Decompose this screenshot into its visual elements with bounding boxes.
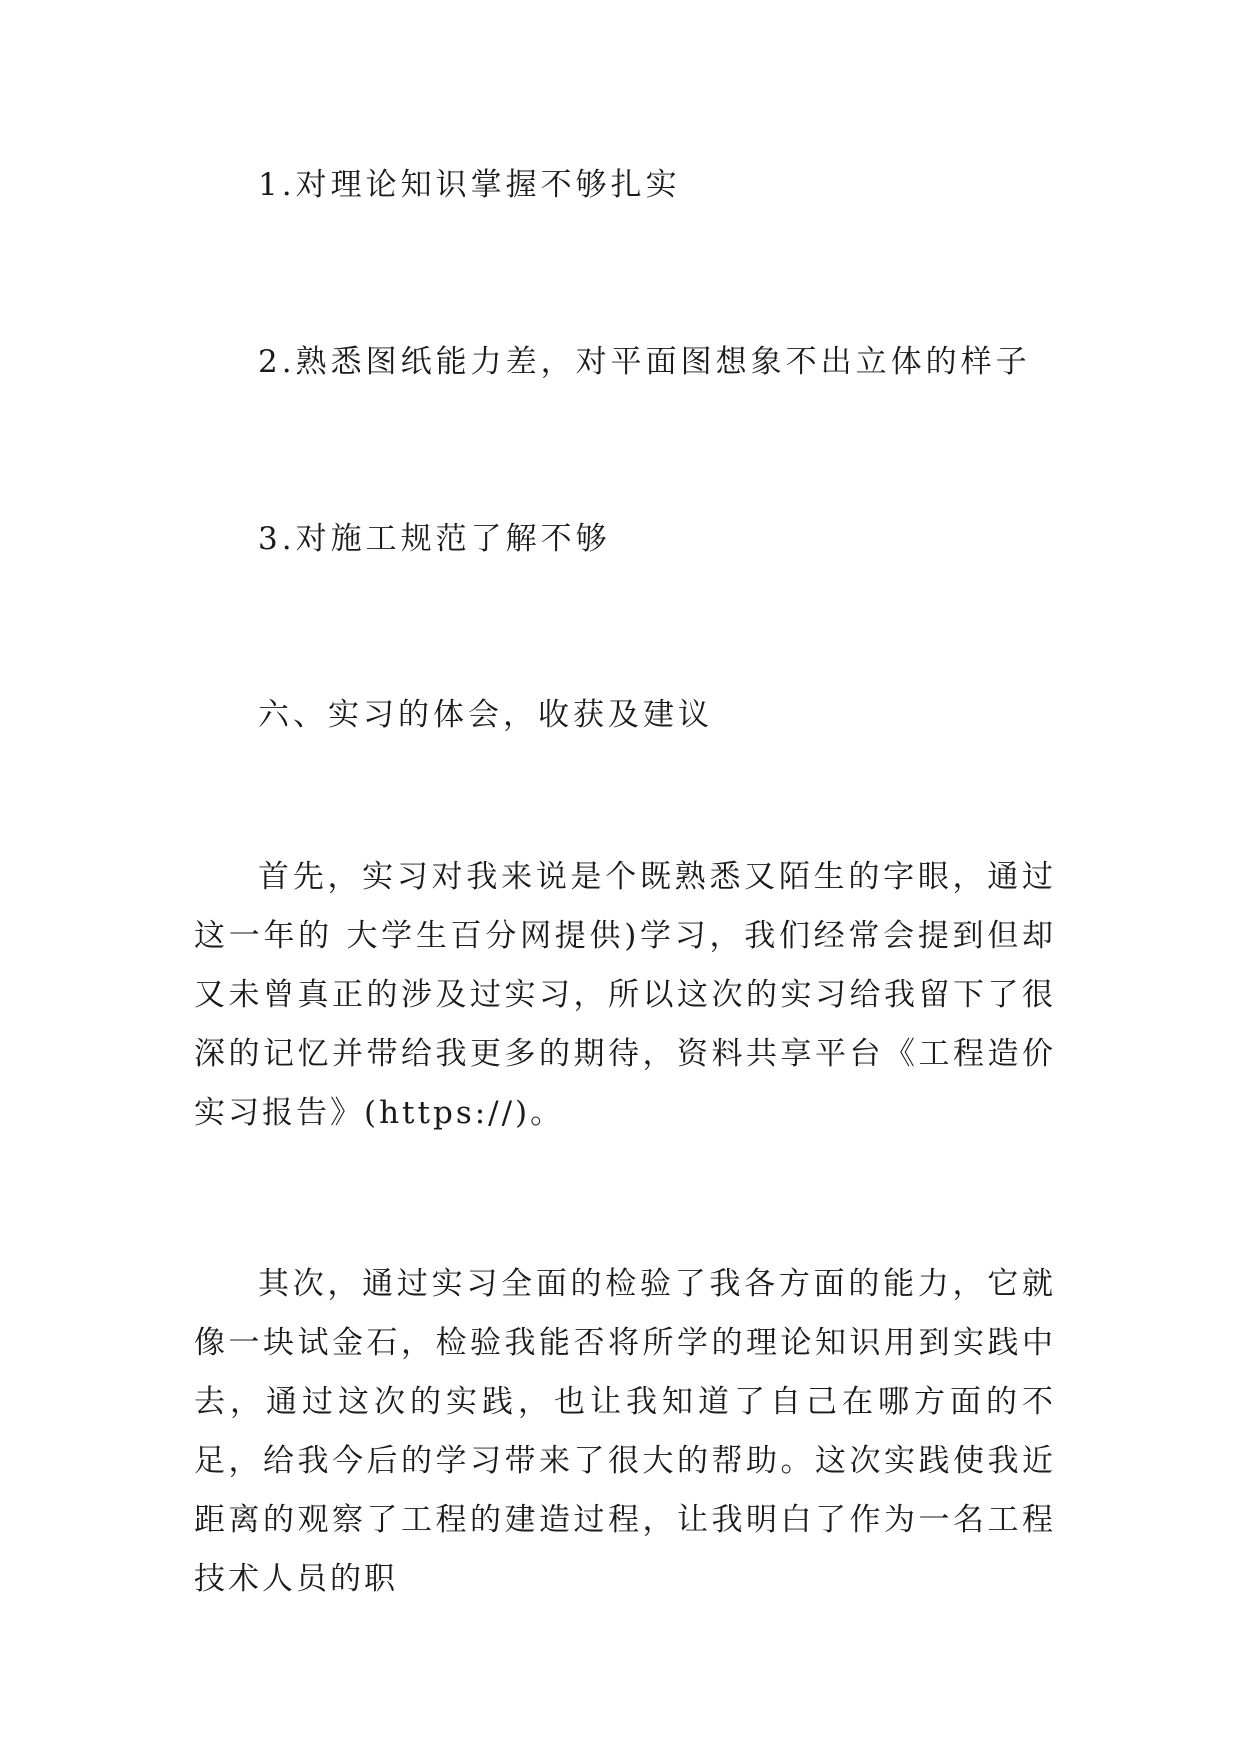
paragraph-second: 其次，通过实习全面的检验了我各方面的能力，它就像一块试金石，检验我能否将所学的理论知识用到实践中去，通过这次的实践，也让我知道了自己在哪方面的不足，给我今后的学习带来了很大的帮助。这次实践使我近距离的观察了工程的建造过程，让我明白了作为一名工程技术人员的职 — [194, 1266, 1056, 1597]
section-heading: 六、实习的体会，收获及建议 — [258, 697, 713, 733]
paragraph-first: 首先，实习对我来说是个既熟悉又陌生的字眼，通过这一年的 大学生百分网提供)学习，我们经常会提到但却又未曾真正的涉及过实习，所以这次的实习给我留下了很深的记忆并带给我更多的期待，资料共享平台《工程造价实习报告》(https://)。 — [194, 859, 1056, 1131]
list-item-specifications: 3.对施工规范了解不够 — [258, 521, 611, 557]
list-item-drawings: 2.熟悉图纸能力差，对平面图想象不出立体的样子 — [258, 344, 1031, 380]
list-item-theory: 1.对理论知识掌握不够扎实 — [258, 167, 681, 203]
